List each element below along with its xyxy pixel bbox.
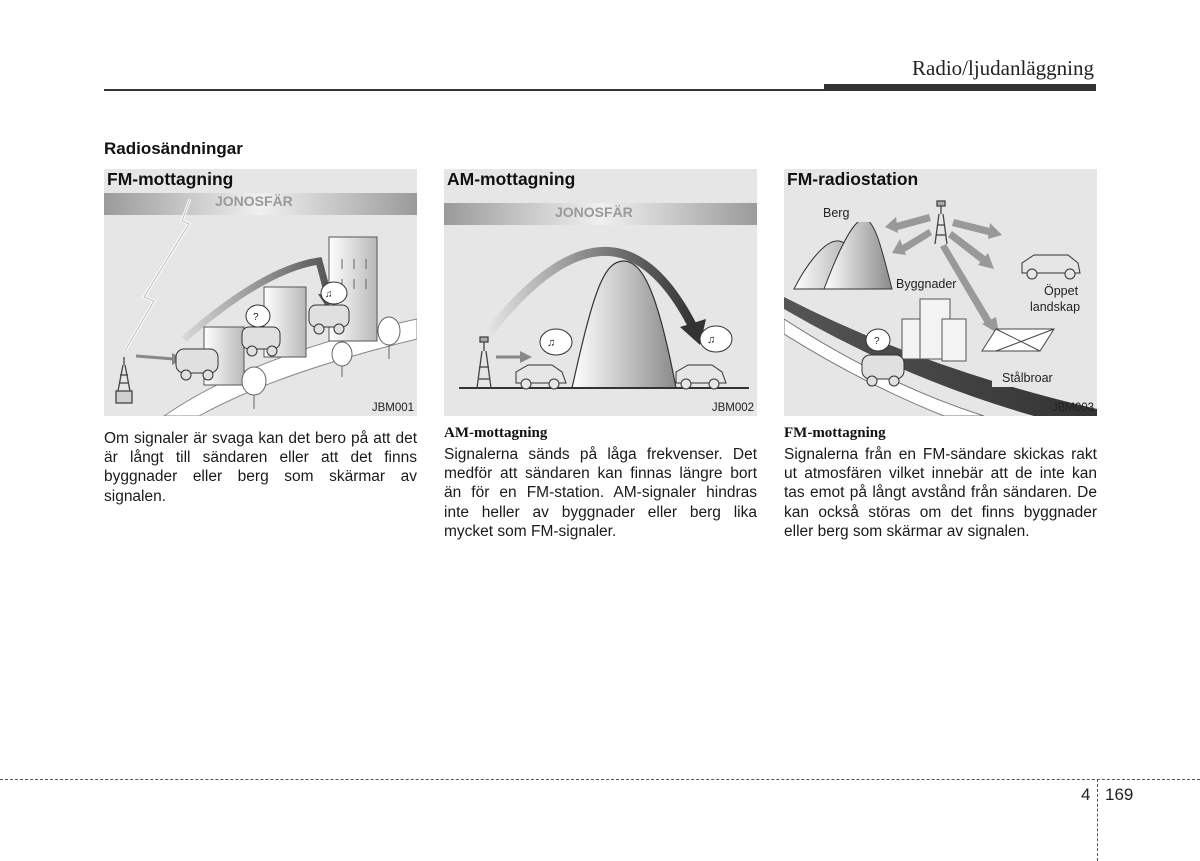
open-landscape-label: Öppet (1044, 284, 1079, 298)
fm-radio-station-illustration (784, 169, 1097, 416)
figure-code: JBM003 (1051, 402, 1094, 414)
fm-subheading: FM-mottagning (784, 425, 886, 441)
transmitter-tower (935, 201, 947, 244)
svg-text:♫: ♫ (547, 337, 556, 349)
footer-rule (0, 779, 1200, 780)
svg-text:?: ? (874, 336, 880, 347)
open-landscape-label-line2: landskap (1030, 300, 1081, 314)
column-3-text: Signalerna från en FM-sändare skickas rakt ut atmosfären vilket innebär att de inte kan tas emot på långt avstånd från sändaren. De kan också störas om det finns byggnader eller berg som skärmar av signalen. (784, 446, 1097, 540)
header-rule-accent (824, 84, 1096, 91)
column-2-text: Signalerna sänds på låga frekvenser. Det medför att sändaren kan finnas längre bort än för en FM-station. AM-signaler hindras inte heller av byggnader eller berg lika mycket som FM-signaler. (444, 446, 757, 540)
car-icon (1022, 255, 1080, 279)
svg-text:♫: ♫ (707, 334, 716, 346)
panel-title: AM-mottagning (447, 169, 576, 189)
page-number: 169 (1105, 785, 1134, 804)
car-icon (176, 349, 218, 380)
svg-text:♫: ♫ (325, 289, 333, 300)
am-subheading: AM-mottagning (444, 425, 548, 441)
svg-text:?: ? (253, 312, 259, 323)
panel-title: FM-mottagning (107, 169, 234, 189)
section-heading: Radiosändningar (104, 139, 243, 158)
chapter-number: 4 (1081, 785, 1091, 804)
header-rule (104, 89, 824, 91)
am-reception-illustration (444, 169, 757, 416)
figure-code: JBM002 (711, 402, 754, 414)
figure-code: JBM001 (371, 402, 414, 414)
column-1-text: Om signaler är svaga kan det bero på att det är långt till sändaren eller att det finns byggnader eller berg som skärmar av signalen. (104, 430, 417, 505)
ionosphere-label: JONOSFÄR (215, 193, 293, 209)
footer-divider (1097, 779, 1098, 861)
ionosphere-label: JONOSFÄR (555, 204, 633, 220)
buildings-label: Byggnader (896, 277, 957, 291)
transmitter-tower (477, 337, 491, 388)
car-icon (516, 365, 566, 389)
mountain-label: Berg (823, 206, 850, 220)
transmitter-tower (116, 357, 132, 403)
panel-title: FM-radiostation (787, 169, 919, 189)
fm-reception-illustration (104, 169, 417, 416)
running-header-title: Radio/ljudanläggning (912, 56, 1094, 80)
bridges-label: Stålbroar (1002, 371, 1053, 385)
